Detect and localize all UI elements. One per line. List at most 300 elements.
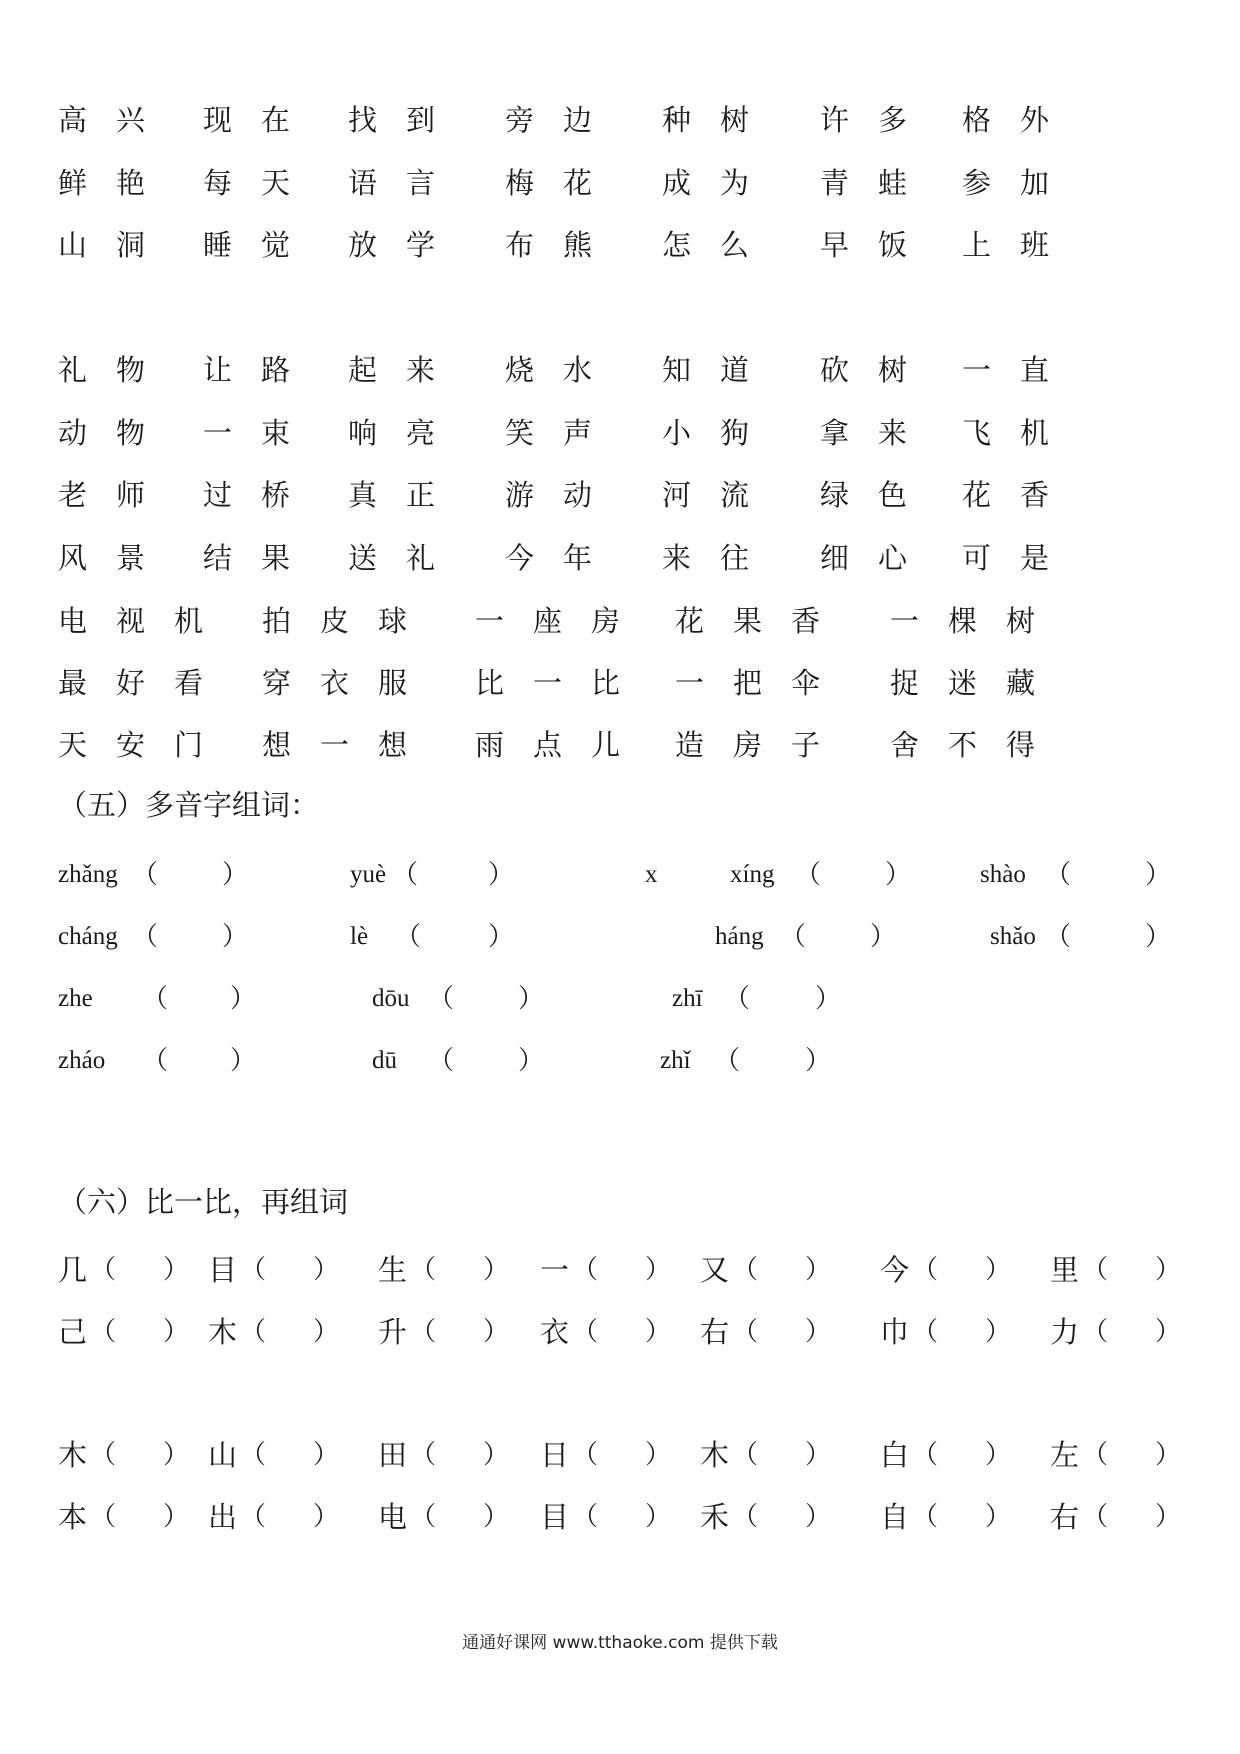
word-pair-char: 束 <box>261 416 291 450</box>
word-pair-char: 兴 <box>116 103 146 137</box>
word-pair-char: 高 <box>58 103 88 137</box>
phrase-three-char <box>675 720 849 770</box>
answer-paren-close: ） <box>313 1255 340 1285</box>
word-pair <box>203 158 319 208</box>
phrase-char: 一 <box>890 604 920 638</box>
phrase-char: 不 <box>948 728 978 762</box>
word-pair <box>820 220 936 270</box>
answer-paren-close: ） <box>313 1440 340 1470</box>
phrase-three-char <box>262 658 436 708</box>
answer-paren-open: （ <box>572 1440 599 1470</box>
word-pair <box>820 95 936 145</box>
answer-paren-close: ） <box>483 1255 510 1285</box>
word-pair-char: 知 <box>662 353 692 387</box>
answer-paren-close: ） <box>1155 1502 1182 1532</box>
answer-paren-open: （ <box>572 1255 599 1285</box>
word-pair-char: 香 <box>1020 478 1050 512</box>
pinyin-syllable: háng <box>715 923 764 950</box>
word-pair-char: 格 <box>962 103 992 137</box>
word-pair-char: 师 <box>116 478 146 512</box>
phrase-char: 伞 <box>791 666 821 700</box>
word-pair <box>203 408 319 458</box>
answer-paren-close: ） <box>163 1502 190 1532</box>
word-pair-char: 飞 <box>962 416 992 450</box>
word-pair-char: 动 <box>58 416 88 450</box>
phrase-three-char <box>675 596 849 646</box>
phrase-char: 服 <box>378 666 408 700</box>
word-pair <box>962 533 1078 583</box>
answer-paren-open: （ <box>572 1317 599 1347</box>
compare-char: 又 <box>700 1253 730 1287</box>
phrase-three-char <box>890 596 1064 646</box>
word-row <box>0 408 1240 458</box>
answer-paren-open: （ <box>240 1440 267 1470</box>
word-pair-char: 饭 <box>878 228 908 262</box>
word-pair <box>820 408 936 458</box>
answer-paren-open: （ <box>572 1502 599 1532</box>
word-pair-char: 结 <box>203 541 233 575</box>
word-pair-char: 言 <box>406 166 436 200</box>
answer-paren-open: （ <box>1082 1502 1109 1532</box>
phrase-char: 拍 <box>262 604 292 638</box>
compare-row <box>0 1430 1240 1480</box>
word-pair <box>203 533 319 583</box>
word-pair-char: 小 <box>662 416 692 450</box>
word-pair-char: 真 <box>348 478 378 512</box>
answer-paren-close: ） <box>163 1255 190 1285</box>
compare-char: 巾 <box>880 1315 910 1349</box>
phrase-three-char <box>58 720 232 770</box>
word-pair-char: 绿 <box>820 478 850 512</box>
answer-paren-open: （ <box>1082 1255 1109 1285</box>
word-pair <box>58 408 174 458</box>
answer-paren-open: （ <box>90 1255 117 1285</box>
phrase-char: 座 <box>533 604 563 638</box>
compare-char: 山 <box>208 1438 238 1472</box>
answer-paren-close: ） <box>230 1046 257 1076</box>
answer-paren-close: ） <box>645 1255 672 1285</box>
answer-paren-open: （ <box>780 922 807 952</box>
answer-paren-open: （ <box>1045 922 1072 952</box>
word-pair-char: 色 <box>878 478 908 512</box>
phrase-three-char <box>58 658 232 708</box>
word-row <box>0 95 1240 145</box>
answer-paren-close: ） <box>163 1317 190 1347</box>
phrase-char: 一 <box>675 666 705 700</box>
answer-paren-open: （ <box>132 860 159 890</box>
word-pair-char: 放 <box>348 228 378 262</box>
answer-paren-open: （ <box>90 1317 117 1347</box>
word-pair-char: 加 <box>1020 166 1050 200</box>
pinyin-syllable: yuè <box>350 861 387 888</box>
phrase-row <box>0 596 1240 646</box>
pinyin-syllable: shào <box>980 861 1026 888</box>
phrase-char: 想 <box>378 728 408 762</box>
compare-char: 几 <box>58 1253 88 1287</box>
word-pair-char: 来 <box>662 541 692 575</box>
answer-paren-open: （ <box>428 1046 455 1076</box>
word-pair <box>662 470 778 520</box>
phrase-char: 天 <box>58 728 88 762</box>
pinyin-row <box>0 974 1240 1024</box>
phrase-char: 皮 <box>320 604 350 638</box>
compare-char: 右 <box>700 1315 730 1349</box>
phrase-char: 点 <box>533 728 563 762</box>
word-pair-char: 桥 <box>261 478 291 512</box>
word-pair-char: 在 <box>261 103 291 137</box>
pinyin-syllable: dōu <box>372 985 410 1012</box>
word-pair-char: 到 <box>406 103 436 137</box>
answer-paren-close: ） <box>163 1440 190 1470</box>
compare-char: 一 <box>540 1253 570 1287</box>
word-pair-char: 年 <box>563 541 593 575</box>
answer-paren-close: ） <box>518 1046 545 1076</box>
compare-char: 木 <box>58 1438 88 1472</box>
pinyin-syllable: lè <box>350 923 369 950</box>
word-pair <box>505 158 621 208</box>
phrase-three-char <box>675 658 849 708</box>
answer-paren-close: ） <box>1145 860 1172 890</box>
phrase-char: 子 <box>791 728 821 762</box>
word-pair-char: 让 <box>203 353 233 387</box>
word-pair <box>348 533 464 583</box>
word-pair-char: 熊 <box>563 228 593 262</box>
footer-credit: 通通好课网 www.tthaoke.com 提供下载 <box>462 1633 778 1653</box>
answer-paren-close: ） <box>645 1317 672 1347</box>
word-pair <box>962 408 1078 458</box>
answer-paren-open: （ <box>912 1502 939 1532</box>
answer-paren-close: ） <box>645 1440 672 1470</box>
word-pair-char: 许 <box>820 103 850 137</box>
word-pair-char: 是 <box>1020 541 1050 575</box>
phrase-char: 好 <box>116 666 146 700</box>
answer-paren-open: （ <box>732 1502 759 1532</box>
word-pair <box>662 220 778 270</box>
pinyin-syllable: xíng <box>730 861 775 888</box>
word-pair <box>58 158 174 208</box>
word-pair-char: 边 <box>563 103 593 137</box>
word-pair-char: 送 <box>348 541 378 575</box>
word-pair-char: 正 <box>406 478 436 512</box>
word-pair-char: 过 <box>203 478 233 512</box>
answer-paren-open: （ <box>410 1255 437 1285</box>
word-pair-char: 果 <box>261 541 291 575</box>
answer-paren-close: ） <box>313 1317 340 1347</box>
word-pair <box>662 345 778 395</box>
word-pair <box>505 95 621 145</box>
word-pair-char: 青 <box>820 166 850 200</box>
answer-paren-close: ） <box>1155 1317 1182 1347</box>
word-pair-char: 一 <box>203 416 233 450</box>
word-pair <box>203 345 319 395</box>
phrase-char: 棵 <box>948 604 978 638</box>
word-pair-char: 鲜 <box>58 166 88 200</box>
phrase-char: 舍 <box>890 728 920 762</box>
phrase-char: 安 <box>116 728 146 762</box>
word-pair <box>662 95 778 145</box>
compare-char: 目 <box>540 1500 570 1534</box>
compare-char: 生 <box>378 1253 408 1287</box>
pinyin-syllable: zhǎng <box>58 861 118 888</box>
word-pair <box>820 345 936 395</box>
word-pair <box>962 95 1078 145</box>
word-pair-char: 觉 <box>261 228 291 262</box>
compare-row <box>0 1492 1240 1542</box>
word-pair-char: 路 <box>261 353 291 387</box>
word-pair <box>505 533 621 583</box>
word-pair-char: 水 <box>563 353 593 387</box>
answer-paren-close: ） <box>1145 922 1172 952</box>
answer-paren-close: ） <box>805 1255 832 1285</box>
word-pair <box>58 470 174 520</box>
phrase-char: 门 <box>174 728 204 762</box>
word-pair-char: 多 <box>878 103 908 137</box>
word-pair <box>348 158 464 208</box>
word-pair <box>203 95 319 145</box>
phrase-char: 花 <box>675 604 705 638</box>
phrase-char: 比 <box>475 666 505 700</box>
answer-paren-open: （ <box>240 1502 267 1532</box>
word-pair <box>348 345 464 395</box>
answer-paren-close: ） <box>870 922 897 952</box>
word-pair-char: 天 <box>261 166 291 200</box>
compare-char: 白 <box>880 1438 910 1472</box>
word-row <box>0 533 1240 583</box>
word-pair <box>203 470 319 520</box>
phrase-char: 机 <box>174 604 204 638</box>
word-pair <box>505 345 621 395</box>
phrase-char: 房 <box>591 604 621 638</box>
phrase-row <box>0 720 1240 770</box>
word-pair-char: 艳 <box>116 166 146 200</box>
answer-paren-open: （ <box>912 1440 939 1470</box>
word-pair-char: 起 <box>348 353 378 387</box>
answer-paren-close: ） <box>1155 1440 1182 1470</box>
compare-char: 日 <box>540 1438 570 1472</box>
word-pair-char: 心 <box>878 541 908 575</box>
phrase-char: 想 <box>262 728 292 762</box>
answer-paren-close: ） <box>483 1440 510 1470</box>
answer-paren-open: （ <box>142 1046 169 1076</box>
answer-paren-close: ） <box>885 860 912 890</box>
word-pair-char: 流 <box>720 478 750 512</box>
phrase-char: 得 <box>1006 728 1036 762</box>
word-pair-char: 外 <box>1020 103 1050 137</box>
answer-paren-close: ） <box>483 1317 510 1347</box>
word-pair-char: 可 <box>962 541 992 575</box>
compare-char: 力 <box>1050 1315 1080 1349</box>
pinyin-syllable: zhǐ <box>660 1047 691 1074</box>
pinyin-syllable: dū <box>372 1047 397 1074</box>
compare-char: 木 <box>208 1315 238 1349</box>
compare-row <box>0 1245 1240 1295</box>
phrase-char: 雨 <box>475 728 505 762</box>
answer-paren-open: （ <box>132 922 159 952</box>
word-pair-char: 烧 <box>505 353 535 387</box>
answer-paren-close: ） <box>645 1502 672 1532</box>
word-pair-char: 细 <box>820 541 850 575</box>
word-row <box>0 470 1240 520</box>
word-pair <box>962 345 1078 395</box>
answer-paren-open: （ <box>795 860 822 890</box>
answer-paren-open: （ <box>714 1046 741 1076</box>
word-pair-char: 洞 <box>116 228 146 262</box>
answer-paren-open: （ <box>410 1440 437 1470</box>
word-pair-char: 找 <box>348 103 378 137</box>
phrase-char: 球 <box>378 604 408 638</box>
word-pair-char: 礼 <box>58 353 88 387</box>
answer-paren-close: ） <box>483 1502 510 1532</box>
word-pair-char: 风 <box>58 541 88 575</box>
compare-char: 里 <box>1050 1253 1080 1287</box>
word-pair-char: 花 <box>962 478 992 512</box>
word-pair-char: 老 <box>58 478 88 512</box>
answer-paren-open: （ <box>912 1317 939 1347</box>
word-pair-char: 每 <box>203 166 233 200</box>
pinyin-syllable: zháo <box>58 1047 106 1074</box>
word-pair-char: 物 <box>116 353 146 387</box>
word-pair <box>505 408 621 458</box>
answer-paren-close: ） <box>805 1046 832 1076</box>
answer-paren-open: （ <box>240 1317 267 1347</box>
phrase-char: 香 <box>791 604 821 638</box>
word-pair-char: 直 <box>1020 353 1050 387</box>
phrase-three-char <box>890 720 1064 770</box>
compare-char: 自 <box>880 1500 910 1534</box>
word-pair <box>820 533 936 583</box>
phrase-char: 迷 <box>948 666 978 700</box>
word-pair-char: 参 <box>962 166 992 200</box>
phrase-char: 穿 <box>262 666 292 700</box>
answer-paren-open: （ <box>90 1502 117 1532</box>
word-pair-char: 来 <box>406 353 436 387</box>
word-pair-char: 睡 <box>203 228 233 262</box>
word-pair-char: 道 <box>720 353 750 387</box>
compare-char: 左 <box>1050 1438 1080 1472</box>
word-pair <box>58 220 174 270</box>
word-pair <box>58 533 174 583</box>
answer-paren-open: （ <box>1082 1317 1109 1347</box>
phrase-char: 果 <box>733 604 763 638</box>
word-pair-char: 今 <box>505 541 535 575</box>
word-pair-char: 早 <box>820 228 850 262</box>
word-pair <box>58 95 174 145</box>
word-pair-char: 蛙 <box>878 166 908 200</box>
answer-paren-close: ） <box>1155 1255 1182 1285</box>
phrase-char: 比 <box>591 666 621 700</box>
answer-paren-open: （ <box>724 984 751 1014</box>
word-pair <box>348 408 464 458</box>
word-pair <box>348 220 464 270</box>
answer-paren-close: ） <box>313 1502 340 1532</box>
word-pair-char: 成 <box>662 166 692 200</box>
compare-row <box>0 1307 1240 1357</box>
word-pair <box>505 470 621 520</box>
phrase-three-char <box>58 596 232 646</box>
word-pair-char: 学 <box>406 228 436 262</box>
answer-paren-close: ） <box>985 1440 1012 1470</box>
pinyin-row <box>0 1036 1240 1086</box>
phrase-char: 电 <box>58 604 88 638</box>
word-pair-char: 动 <box>563 478 593 512</box>
compare-char: 田 <box>378 1438 408 1472</box>
pinyin-row <box>0 850 1240 900</box>
compare-char: 衣 <box>540 1315 570 1349</box>
word-pair <box>662 408 778 458</box>
word-pair <box>505 220 621 270</box>
answer-paren-open: （ <box>912 1255 939 1285</box>
word-pair-char: 为 <box>720 166 750 200</box>
word-pair-char: 机 <box>1020 416 1050 450</box>
answer-paren-close: ） <box>488 860 515 890</box>
answer-paren-close: ） <box>488 922 515 952</box>
answer-paren-close: ） <box>985 1255 1012 1285</box>
word-pair-char: 河 <box>662 478 692 512</box>
compare-char: 右 <box>1050 1500 1080 1534</box>
answer-paren-open: （ <box>732 1255 759 1285</box>
compare-char: 电 <box>378 1500 408 1534</box>
word-pair <box>348 95 464 145</box>
answer-paren-open: （ <box>410 1317 437 1347</box>
answer-paren-open: （ <box>732 1317 759 1347</box>
answer-paren-open: （ <box>240 1255 267 1285</box>
word-pair <box>203 220 319 270</box>
word-pair-char: 笑 <box>505 416 535 450</box>
answer-paren-close: ） <box>805 1440 832 1470</box>
answer-paren-open: （ <box>142 984 169 1014</box>
answer-paren-close: ） <box>805 1502 832 1532</box>
word-pair <box>348 470 464 520</box>
word-pair-char: 一 <box>962 353 992 387</box>
word-pair <box>962 220 1078 270</box>
phrase-char: 造 <box>675 728 705 762</box>
phrase-char: 捉 <box>890 666 920 700</box>
pinyin-syllable: zhī <box>672 985 703 1012</box>
pinyin-row <box>0 912 1240 962</box>
word-pair-char: 上 <box>962 228 992 262</box>
word-row <box>0 345 1240 395</box>
word-row <box>0 158 1240 208</box>
word-pair <box>820 470 936 520</box>
word-pair-char: 往 <box>720 541 750 575</box>
section-heading-compare: （六）比一比，再组词 <box>58 1185 349 1219</box>
answer-paren-close: ） <box>985 1317 1012 1347</box>
phrase-char: 一 <box>320 728 350 762</box>
phrase-three-char <box>475 658 649 708</box>
phrase-char: 衣 <box>320 666 350 700</box>
phrase-char: 儿 <box>591 728 621 762</box>
word-pair <box>820 158 936 208</box>
compare-char: 目 <box>208 1253 238 1287</box>
word-pair <box>58 345 174 395</box>
word-pair-char: 景 <box>116 541 146 575</box>
pinyin-syllable: zhe <box>58 985 93 1012</box>
compare-char: 升 <box>378 1315 408 1349</box>
answer-paren-close: ） <box>985 1502 1012 1532</box>
word-pair-char: 布 <box>505 228 535 262</box>
answer-paren-open: （ <box>1082 1440 1109 1470</box>
phrase-char: 看 <box>174 666 204 700</box>
word-pair-char: 声 <box>563 416 593 450</box>
phrase-char: 把 <box>733 666 763 700</box>
word-pair <box>962 470 1078 520</box>
phrase-three-char <box>262 596 436 646</box>
answer-paren-open: （ <box>90 1440 117 1470</box>
word-pair-char: 山 <box>58 228 88 262</box>
compare-char: 禾 <box>700 1500 730 1534</box>
answer-paren-close: ） <box>222 860 249 890</box>
compare-char: 本 <box>58 1500 88 1534</box>
